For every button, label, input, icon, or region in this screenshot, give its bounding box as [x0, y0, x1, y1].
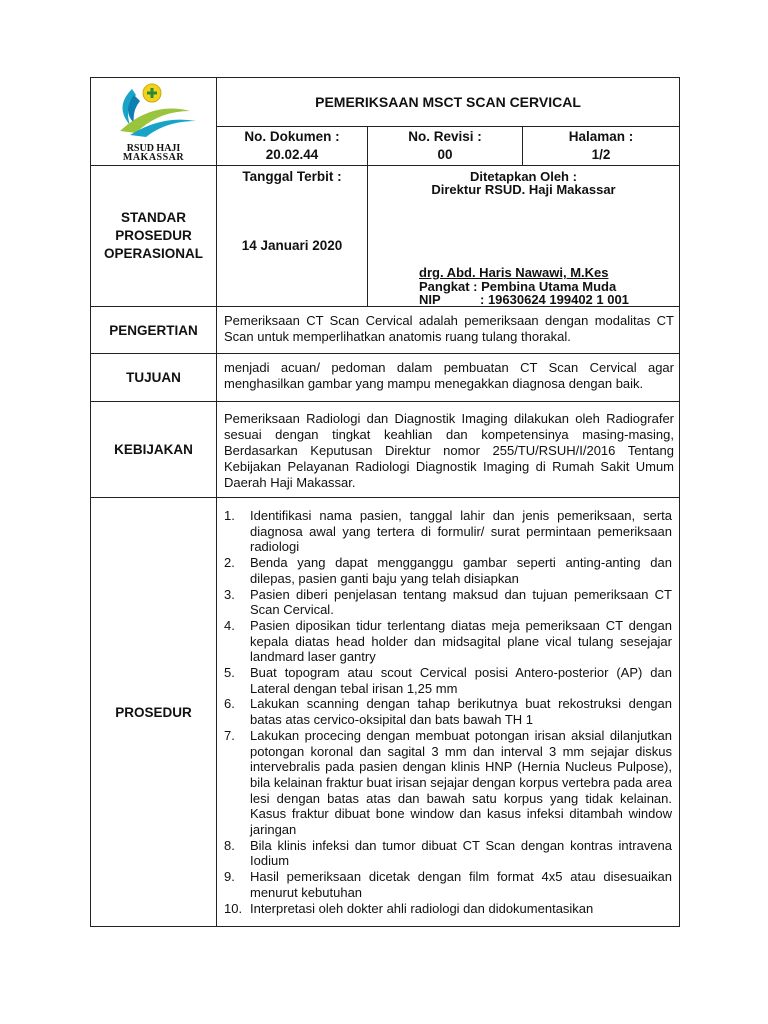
hospital-logo [106, 81, 202, 162]
step-text: Bila klinis infeksi dan tumor dibuat CT Scan dengan kontras intravena Iodium [250, 837, 672, 869]
hospital-logo-emblem [106, 81, 202, 139]
step-text: Hasil pemeriksaan dicetak dengan film format 4x5 atau disesuaikan menurut kebutuhan [250, 869, 672, 900]
document-number-value: 20.02.44 [265, 147, 319, 162]
signatory-rank: Pangkat : Pembina Utama Muda [419, 278, 617, 294]
step-number: 10. [224, 900, 243, 916]
sop-label-line2: PROSEDUR [115, 228, 192, 243]
issue-date-cell [217, 166, 368, 307]
logo-cell [91, 78, 217, 166]
procedure-step [224, 555, 672, 586]
procedure-step [224, 508, 672, 555]
kebijakan-label: KEBIJAKAN [91, 402, 217, 498]
step-text: Lakukan procecing dengan membuat potongan irisan aksial dilanjutkan potongan koronal dan sagital 3 mm dan interval 3 mm sejajar diskus intervebralis pada pasien dengan klinis HNP (Hernia Nucleus Pulpose), bila kelainan fraktur buat irisan sejajar dengan korpus vertebra pada area lesi dengan batas atas dan bawah satu korpus yang tidak kelainan. Kasus fraktur dibuat bone window dan kasus infeksi ditambah window jaringan [250, 727, 672, 838]
procedure-step [224, 587, 672, 618]
page-value: 1/2 [591, 147, 611, 162]
procedure-step [224, 665, 672, 696]
step-number: 7. [224, 727, 235, 743]
tujuan-label: TUJUAN [91, 354, 217, 402]
issue-date-label: Tanggal Terbit : [242, 169, 342, 184]
document-number-cell [217, 127, 368, 166]
step-text: Identifikasi nama pasien, tanggal lahir dan jenis pemeriksaan, serta diagnosa awal yang tertera di formulir/ surat permintaan pemeriksaan radiologi [250, 508, 672, 555]
step-text: Pasien diposikan tidur terlentang diatas meja pemeriksaan CT dengan kepala diatas head holder dan midsagital plane vical tulang sesejajar landmard laser gantry [250, 617, 672, 665]
step-number: 8. [224, 837, 235, 853]
step-text: Interpretasi oleh dokter ahli radiologi dan didokumentasikan [250, 900, 594, 916]
signatory-name: drg. Abd. Haris Nawawi, M.Kes [419, 265, 609, 280]
procedure-steps-list [224, 508, 672, 916]
prosedur-cell [217, 498, 680, 927]
approval-cell [368, 166, 680, 307]
page-cell [523, 127, 680, 166]
logo-text-line1: RSUD HAJI [126, 143, 181, 154]
page-label: Halaman : [568, 129, 634, 144]
procedure-step [224, 696, 672, 727]
step-text: Benda yang dapat mengganggu gambar seperti anting-anting dan dilepas, pasien ganti baju yang telah disiapkan [250, 555, 672, 586]
step-number: 2. [224, 555, 235, 571]
procedure-step [224, 728, 672, 838]
procedure-step [224, 838, 672, 869]
procedure-step [224, 901, 672, 917]
step-number: 4. [224, 617, 235, 633]
sop-label-cell [91, 166, 217, 307]
procedure-step [224, 618, 672, 665]
pengertian-label: PENGERTIAN [91, 307, 217, 354]
procedure-step [224, 869, 672, 900]
signatory-block [419, 266, 629, 307]
sop-label-line3: OPERASIONAL [103, 246, 203, 261]
step-number: 1. [224, 508, 235, 523]
step-number: 5. [224, 665, 235, 681]
nip-value: : 19630624 199402 1 001 [480, 292, 629, 307]
step-number: 9. [224, 869, 235, 885]
document-number-label: No. Dokumen : [244, 129, 340, 144]
kebijakan-text: Pemeriksaan Radiologi dan Diagnostik Imaging dilakukan oleh Radiografer sesuai dengan tingkat keahlian dan kompetensinya masing-masing, Berdasarkan Keputusan Direktur nomor 255/TU/RSUH/I/2016 Tentang Kebijakan Pelayanan Radiologi Diagnostik Imaging di Rumah Sakit Umum Daerah Haji Makassar. [217, 402, 680, 498]
signatory-nip [419, 293, 629, 307]
sop-label-line1: STANDAR [121, 210, 186, 225]
approval-position: Direktur RSUD. Haji Makassar [431, 182, 616, 197]
pengertian-text: Pemeriksaan CT Scan Cervical adalah pemeriksaan dengan modalitas CT Scan untuk memperlihatkan anatomis ruang tulang thorakal. [217, 307, 680, 354]
revision-label: No. Revisi : [408, 129, 482, 144]
approval-label: Ditetapkan Oleh : [470, 169, 577, 184]
step-number: 3. [224, 586, 235, 602]
step-text: Pasien diberi penjelasan tentang maksud dan tujuan pemeriksaan CT Scan Cervical. [250, 586, 672, 618]
issue-date-value: 14 Januari 2020 [241, 238, 343, 253]
step-text: Lakukan scanning dengan tahap berikutnya buat rekostruksi dengan batas atas cervico-oksipital dan bats bawah TH 1 [250, 696, 672, 728]
prosedur-label: PROSEDUR [91, 498, 217, 927]
revision-cell [368, 127, 523, 166]
step-number: 6. [224, 696, 235, 712]
step-text: Buat topogram atau scout Cervical posisi Antero-posterior (AP) dan Lateral dengan tebal irisan 1,25 mm [250, 665, 672, 696]
logo-text-line2: MAKASSAR [122, 152, 185, 163]
document-title: PEMERIKSAAN MSCT SCAN CERVICAL [217, 78, 680, 127]
tujuan-text: menjadi acuan/ pedoman dalam pembuatan CT Scan Cervical agar menghasilkan gambar yang mampu menegakkan diagnosa dengan baik. [217, 354, 680, 402]
revision-value: 00 [437, 147, 453, 162]
sop-table [90, 77, 680, 927]
nip-label: NIP [419, 292, 441, 307]
